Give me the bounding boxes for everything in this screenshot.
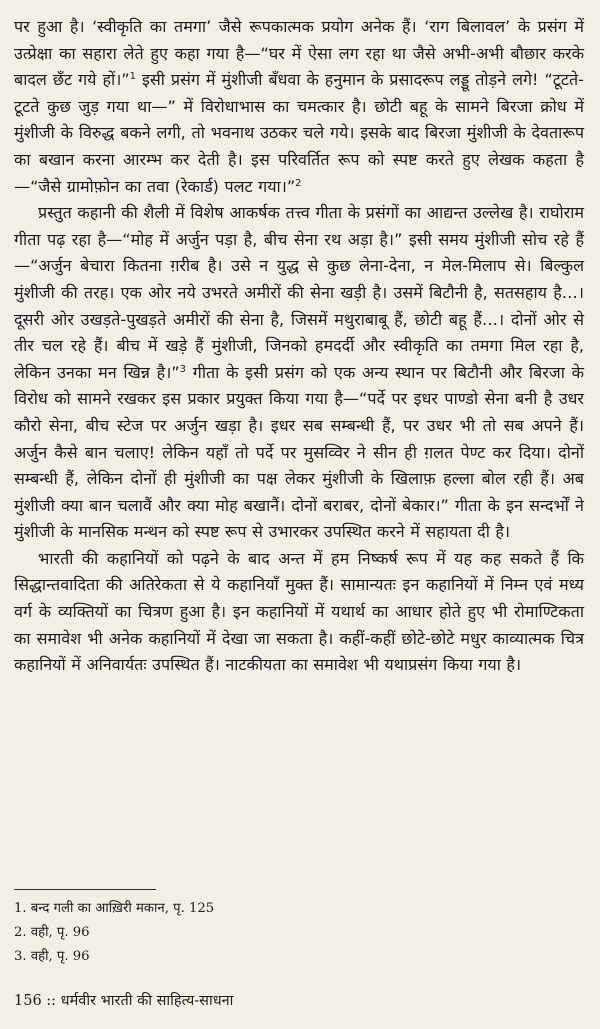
footnote-ref-3: 3 [179, 363, 187, 375]
paragraph-3-text: भारती की कहानियों को पढ़ने के बाद अन्त में हम निष्कर्ष रूप में यह कह सकते हैं कि सिद्धान्तवादिता की अतिरेकता से ये कहानियाँ मुक्त हैं। सामान्यतः इन कहानियों में निम्न एवं मध्य वर्ग के व्यक्तियों का चित्रण हुआ है। इन कहानियों में यथार्थ का आधार होते हुए भी रोमाण्टिकता का समावेश भी अनेक कहानियों में देखा जा सकता है। कहीं-कहीं छोटे-छोटे मधुर काव्यात्मक चित्र कहानियों में अनिवार्यतः उपस्थित हैं। नाटकीयता का समावेश भी यथाप्रसंग किया गया है। [14, 548, 584, 675]
footnote-3: 3. वही, पृ. 96 [14, 949, 90, 964]
body-paragraph-1 [14, 14, 584, 200]
paragraph-1-text-continued: इसी प्रसंग में मुंशीजी बँधवा के हनुमान के प्रसादरूप लड्डू तोड़ने लगे! “टूटते-टूटते कुछ जुड़ गया था—” में विरोधाभास का चमत्कार है। छोटी बहू के सामने बिरजा क्रोध में मुंशीजी के विरुद्ध बकने लगी, तो भवनाथ उठकर चले गये। इसके बाद बिरजा मुंशीजी के देवतारूप का बखान करना आरम्भ कर देती है। इस परिवर्तित रूप को स्पष्ट करते हुए लेखक कहता है—“जैसे ग्रामोफ़ोन का तवा (रेकार्ड) पलट गया।” [14, 70, 584, 196]
footnote-divider [14, 889, 156, 890]
footnote-ref-2: 2 [295, 177, 302, 189]
paragraph-2-text: प्रस्तुत कहानी की शैली में विशेष आकर्षक तत्त्व गीता के प्रसंगों का आद्यन्त उल्लेख है। राघोराम गीता पढ़ रहा है—“मोह में अर्जुन पड़ा है, बीच सेना रथ अड़ा है।” इसी समय मुंशीजी सोच रहे हैं—“अर्जुन बेचारा कितना ग़रीब है। उसे न युद्ध से कुछ लेना-देना, न मेल-मिलाप से। बिल्कुल मुंशीजी की तरह। एक ओर नये उभरते अमीरों की सेना खड़ी है। उसमें बिटौनी है, सतसहाय है…। दूसरी ओर उखड़ते-पुखड़ते अमीरों की सेना है, जिसमें मथुराबाबू हैं, छोटी बहू हैं…। दोनों ओर से तीर चल रहे हैं। बीच में खड़े हैं मुंशीजी, जिनको हमदर्दी और स्वीकृति का तमगा मिल रहा है, लेकिन उनका मन खिन्न है।” [14, 203, 584, 382]
body-paragraph-3 [14, 546, 584, 679]
paragraph-1-text: पर हुआ है। ‘स्वीकृति का तमगा’ जैसे रूपकात्मक प्रयोग अनेक हैं। ‘राग बिलावल’ के प्रसंग में उत्प्रेक्षा का सहारा लेते हुए कहा गया है—“घर में ऐसा लग रहा था जैसे अभी-अभी बौछार करके बादल छँट गये हों।” [14, 17, 584, 90]
footnote-1: 1. बन्द गली का आख़िरी मकान, पृ. 125 [14, 901, 215, 916]
footnote-ref-1: 1 [129, 71, 137, 83]
page-folio: 156 :: धर्मवीर भारती की साहित्य-साधना [14, 993, 234, 1009]
footnote-2: 2. वही, पृ. 96 [14, 925, 90, 940]
paragraph-2-text-continued: गीता के इसी प्रसंग को एक अन्य स्थान पर बिटौनी और बिरजा के विरोध को सामने रखकर इस प्रकार प्रयुक्त किया गया है—“पर्दे पर इधर पाण्डो सेना बनी है उधर कौरो सेना, बीच स्टेज पर अर्जुन खड़ा है। इधर सब सम्बन्धी हैं, पर उधर भी तो सब अपने हैं। अर्जुन कैसे बान चलाए! लेकिन यहाँ तो पर्दे पर मुसव्विर ने सीन ही ग़लत पेण्ट कर दिया। दोनों सम्बन्धी हैं, लेकिन दोनों ही मुंशीजी का पक्ष लेकर मुंशीजी के खिलाफ़ हल्ला बोल रही हैं। अब मुंशीजी क्या बान चलावैं और क्या मोह बखानैं। दोनों बराबर, दोनों बेकार।” गीता के इन सन्दर्भों ने मुंशीजी के मानसिक मन्थन को स्पष्ट रूप से उभारकर उपस्थित करने में सहायता दी है। [14, 362, 584, 542]
footnotes [14, 897, 574, 969]
body-paragraph-2 [14, 200, 584, 546]
